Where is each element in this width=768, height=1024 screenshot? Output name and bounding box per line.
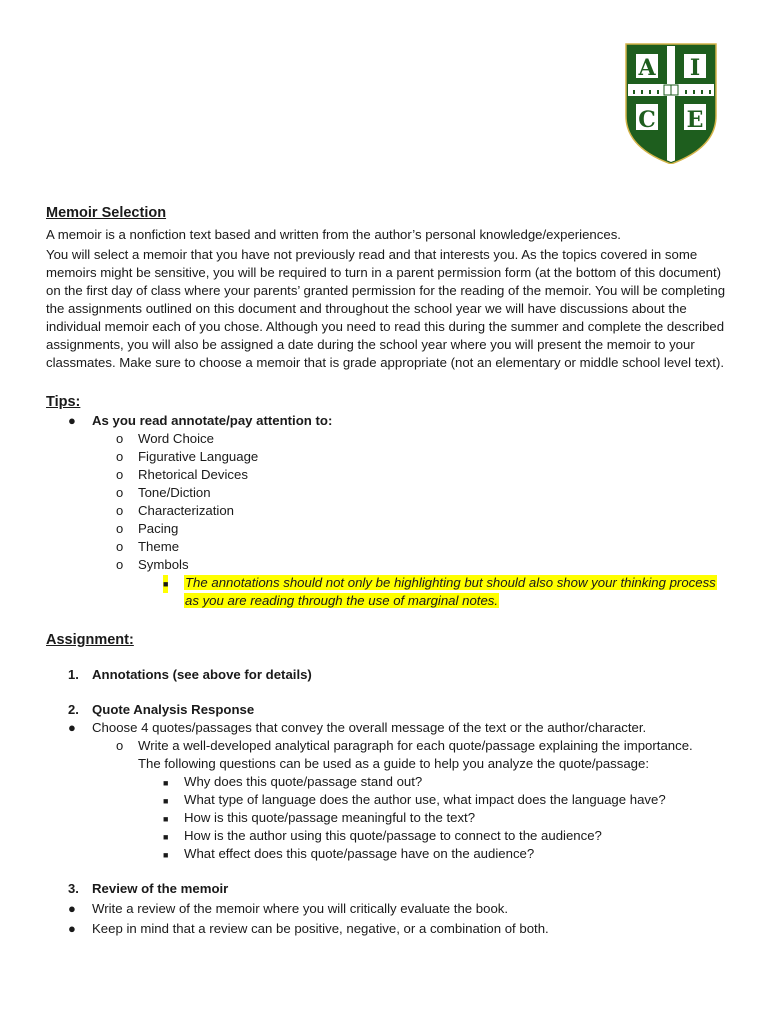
crest-letter-e: E [686,107,704,133]
bullet-icon: ● [68,901,76,916]
assignment-item-2: 2. Quote Analysis Response [68,702,255,717]
list-item: ■ How is the author using this quote/passage to connect to the audience? [46,827,726,845]
tips-section [46,392,726,610]
annotation-note-item [46,574,726,610]
assignment-heading: Assignment: [46,632,134,648]
list-item: o Rhetorical Devices [116,467,248,482]
memoir-definition: A memoir is a nonfiction text based and written from the author’s personal knowledge/experiences. [46,227,621,242]
list-item: o Characterization [116,503,235,518]
memoir-selection-heading: Memoir Selection [46,205,167,221]
circle-bullet-icon: o [116,539,124,554]
list-item: ● Choose 4 quotes/passages that convey the overall message of the text or the author/character. [68,720,647,735]
memoir-selection-section [46,203,726,372]
tips-lead-item [46,412,726,430]
bullet-icon: ● [68,921,76,936]
circle-bullet-icon: o [116,449,124,464]
square-bullet-icon: ■ [163,850,169,860]
list-item: ● Keep in mind that a review can be positive, negative, or a combination of both. [68,921,549,936]
list-item: ■ Why does this quote/passage stand out? [46,773,726,791]
circle-bullet-icon: o [116,485,124,500]
crest-letter-c: C [638,107,656,133]
memoir-instructions: You will select a memoir that you have not previously read and that interests you. As the topics covered in some memoirs might be sensitive, you will be required to turn in a parent permission form (at the bottom of this document) on the first day of class where your parents’ granted permission for the reading of the memoir. You will be completing the assignments outlined on this document and throughout the school year we will have discussions about the individual memoir each of you chose. Although you need to read this during the summer and complete the described assignments, you will also be assigned a date during the school year where you will present the memoir to your classmates. Make sure to choose a memoir that is grade appropriate (not an elementary or middle school level text). [46,247,726,370]
list-item: o Symbols [116,557,189,572]
list-item: o Tone/Diction [116,485,211,500]
bullet-icon: ● [68,413,76,428]
list-item: ■ What type of language does the author use, what impact does the language have? [46,791,726,809]
guide-questions-list [46,773,726,863]
list-item: o Write a well-developed analytical paragraph for each quote/passage explaining the importance. The following questions can be used as a guide to help you analyze the quote/passage: [116,738,693,771]
list-item: ■ What effect does this quote/passage have on the audience? [46,845,726,863]
circle-bullet-icon: o [116,521,124,536]
circle-bullet-icon: o [116,467,124,482]
document-body [46,203,726,938]
square-bullet-icon: ■ [163,778,169,788]
assignment-item-1: 1. Annotations (see above for details) [68,667,312,682]
square-bullet-icon: ■ [163,832,169,842]
tips-list [46,430,726,574]
bullet-icon: ● [68,720,76,735]
tips-heading: Tips: [46,394,81,410]
crest-letter-a: A [638,55,656,81]
tips-lead-text: As you read annotate/pay attention to: [92,413,333,428]
circle-bullet-icon: o [116,738,124,753]
list-item: o Figurative Language [116,449,259,464]
annotation-note-text: The annotations should not only be highlighting but should also show your thinking process as you are reading through the use of marginal notes. [185,575,716,608]
list-item: ■ How is this quote/passage meaningful to the text? [46,809,726,827]
list-item: o Pacing [116,521,179,536]
list-item: o Theme [116,539,180,554]
square-bullet-icon: ■ [163,796,169,806]
crest-letter-i: I [689,55,701,81]
assignment-item-3: 3. Review of the memoir [68,881,229,896]
square-bullet-icon: ■ [163,575,168,593]
circle-bullet-icon: o [116,503,124,518]
assignment-section [46,630,726,938]
list-item: ● Write a review of the memoir where you will critically evaluate the book. [68,901,509,916]
square-bullet-icon: ■ [163,814,169,824]
list-item: o Word Choice [116,431,214,446]
circle-bullet-icon: o [116,431,124,446]
circle-bullet-icon: o [116,557,124,572]
school-crest-logo [624,42,718,164]
